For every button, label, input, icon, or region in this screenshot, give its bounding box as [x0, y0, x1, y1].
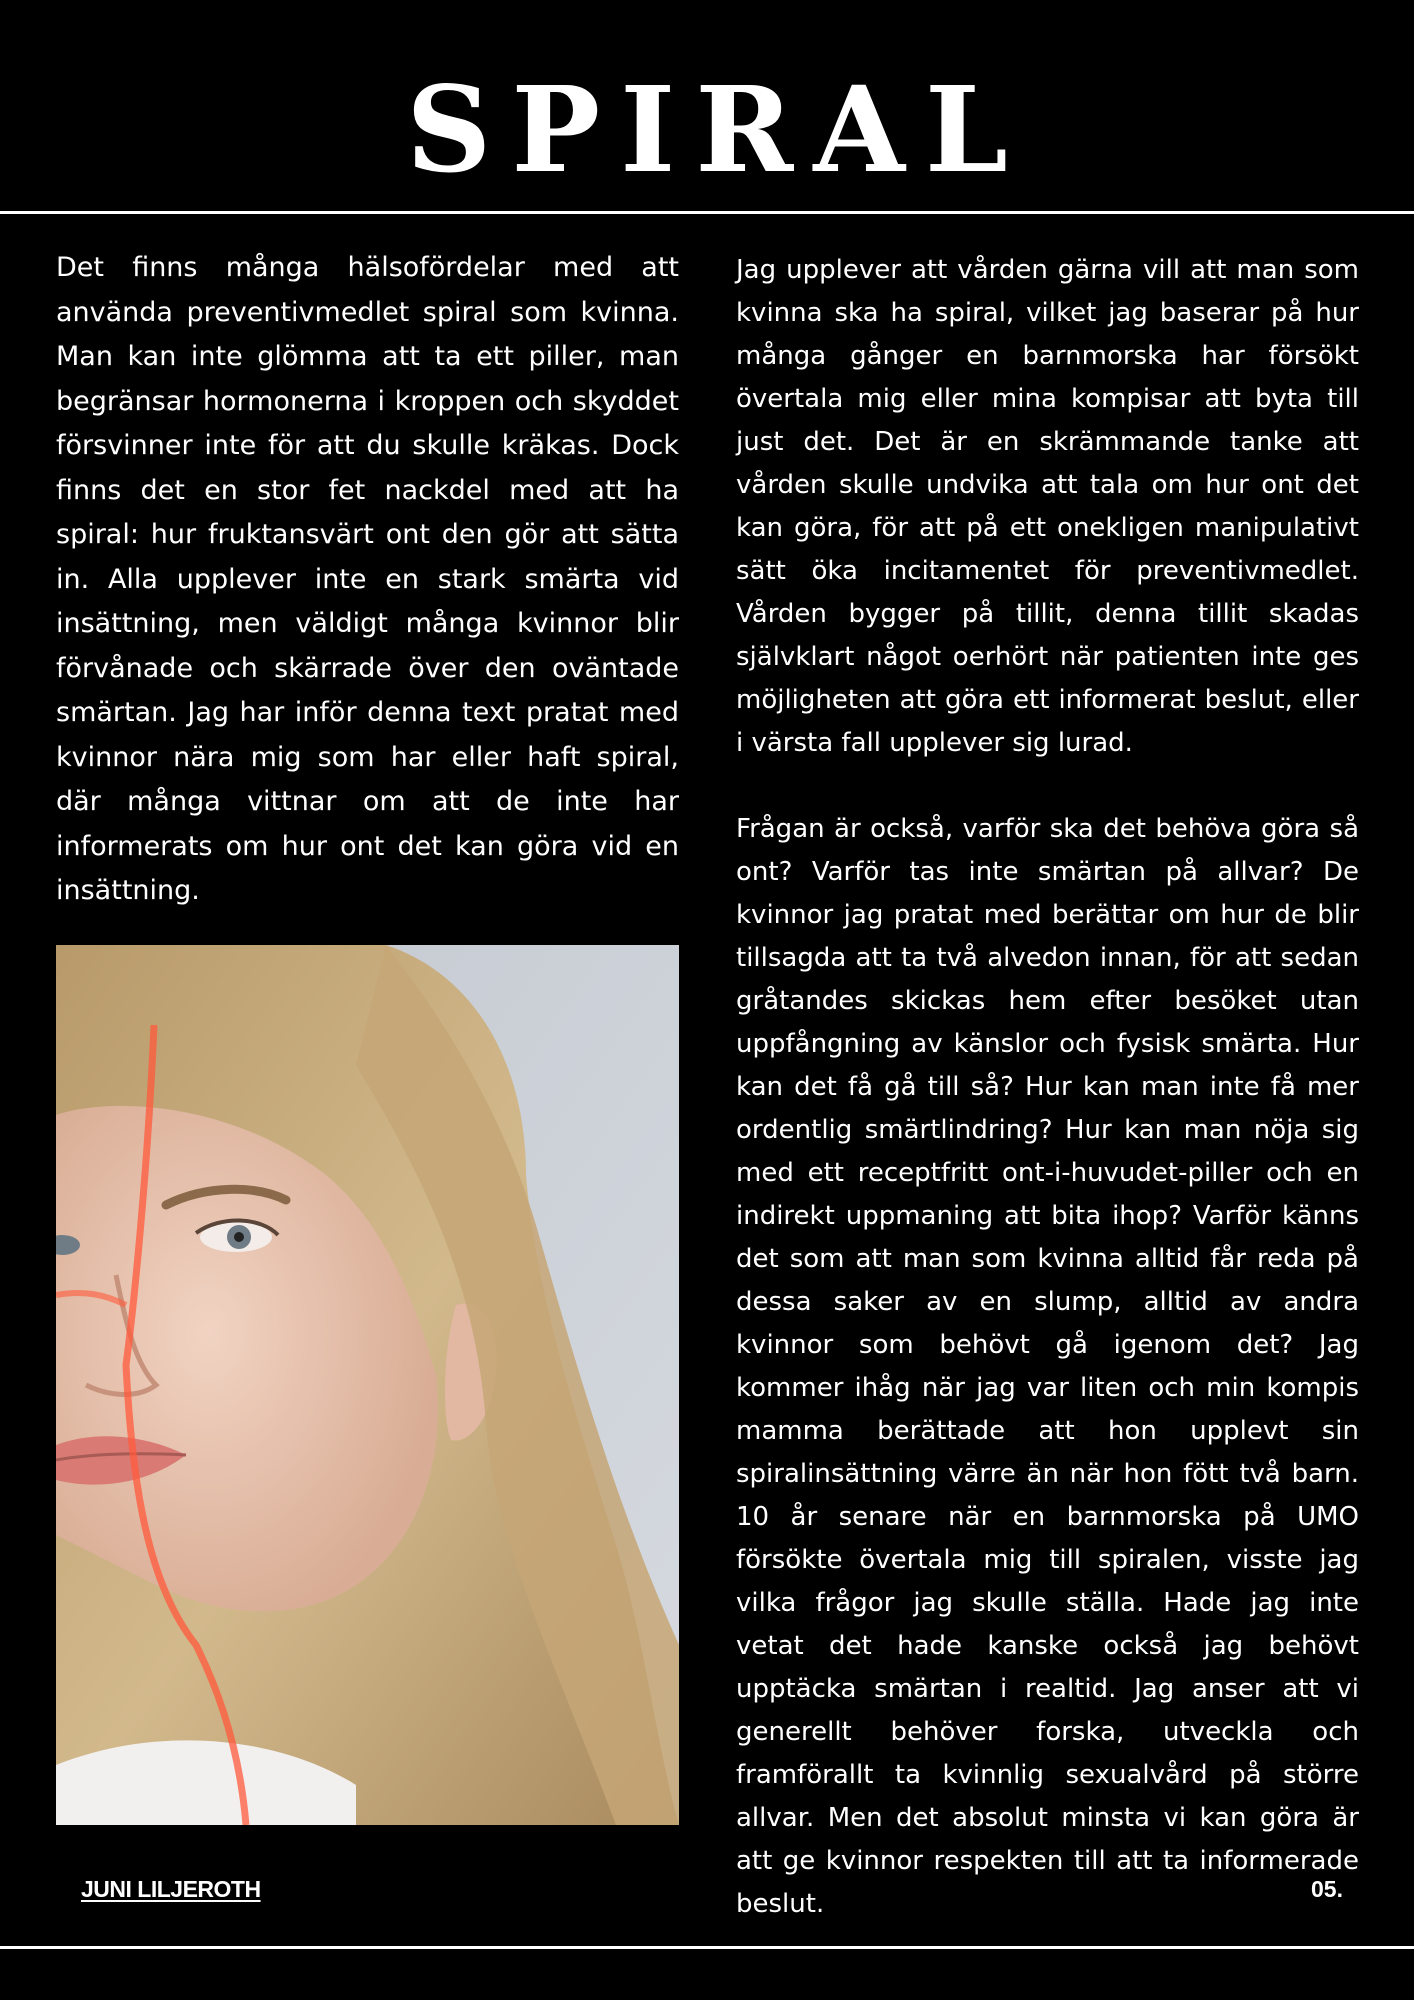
author-byline: JUNI LILJEROTH	[81, 1876, 261, 1902]
header-divider	[0, 211, 1414, 214]
page-number: 05.	[1311, 1876, 1343, 1902]
magazine-title: SPIRAL	[406, 60, 1028, 199]
article-paragraph: Det finns många hälsofördelar med att använda preventivmedlet spiral som kvinna. Man kan inte glömma att ta ett piller, man begränsar hormonerna i kroppen och skyddet försvinner inte för att du skulle kräkas. Dock finns det en stor fet nackdel med att ha spiral: hur fruktansvärt ont den gör att sätta in. Alla upplever inte en stark smärta vid insättning, men väldigt många kvinnor blir förvånade och skärrade över den oväntade smärtan. Jag har inför denna text pratat med kvinnor nära mig som har eller haft spiral, där många vittnar om att de inte har informerats om hur ont det kan göra vid en insättning.	[56, 252, 679, 906]
article-paragraph: Jag upplever att vården gärna vill att man som kvinna ska ha spiral, vilket jag baserar på hur många gånger en barnmorska har försökt övertala mig eller mina kompisar att byta till just det. Det är en skrämmande tanke att vården skulle undvika att tala om hur ont det kan göra, för att på ett onekligen manipulativt sätt öka incitamentet för preventivmedlet. Vården bygger på tillit, denna tillit skadas självklart något oerhört när patienten inte ges möjligheten att göra ett informerat beslut, eller i värsta fall upplever sig lurad.	[736, 255, 1359, 758]
footer-divider	[0, 1946, 1414, 1949]
article-left-column	[56, 246, 679, 914]
article-right-column	[736, 249, 1359, 1926]
article-paragraph: Frågan är också, varför ska det behöva göra så ont? Varför tas inte smärtan på allvar? De kvinnor jag pratat med berättar om hur de blir tillsagda att ta två alvedon innan, för att sedan gråtandes skickas hem efter besöket utan uppfångning av känslor och fysisk smärta. Hur kan det få gå till så? Hur kan man inte få mer ordentlig smärtlindring? Hur kan man nöja sig med ett receptfritt ont-i-huvudet-piller och en indirekt uppmaning att bita ihop? Varför känns det som att man som kvinna alltid får reda på dessa saker av en slump, alltid av andra kvinnor som behövt gå igenom det? Jag kommer ihåg när jag var liten och min kompis mamma berättade att hon upplevt sin spiralinsättning värre än när hon fött två barn. 10 år senare när en barnmorska på UMO försökte övertala mig till spiralen, visste jag vilka frågor jag skulle ställa. Hade jag inte vetat det hade kanske också jag behövt upptäcka smärtan i realtid. Jag anser att vi generellt behöver forska, utveckla och framförallt ta kvinnlig sexualvård på större allvar. Men det absolut minsta vi kan göra är att ge kvinnor respekten till att ta informerade beslut.	[736, 814, 1359, 1919]
portrait-photo	[56, 945, 679, 1825]
